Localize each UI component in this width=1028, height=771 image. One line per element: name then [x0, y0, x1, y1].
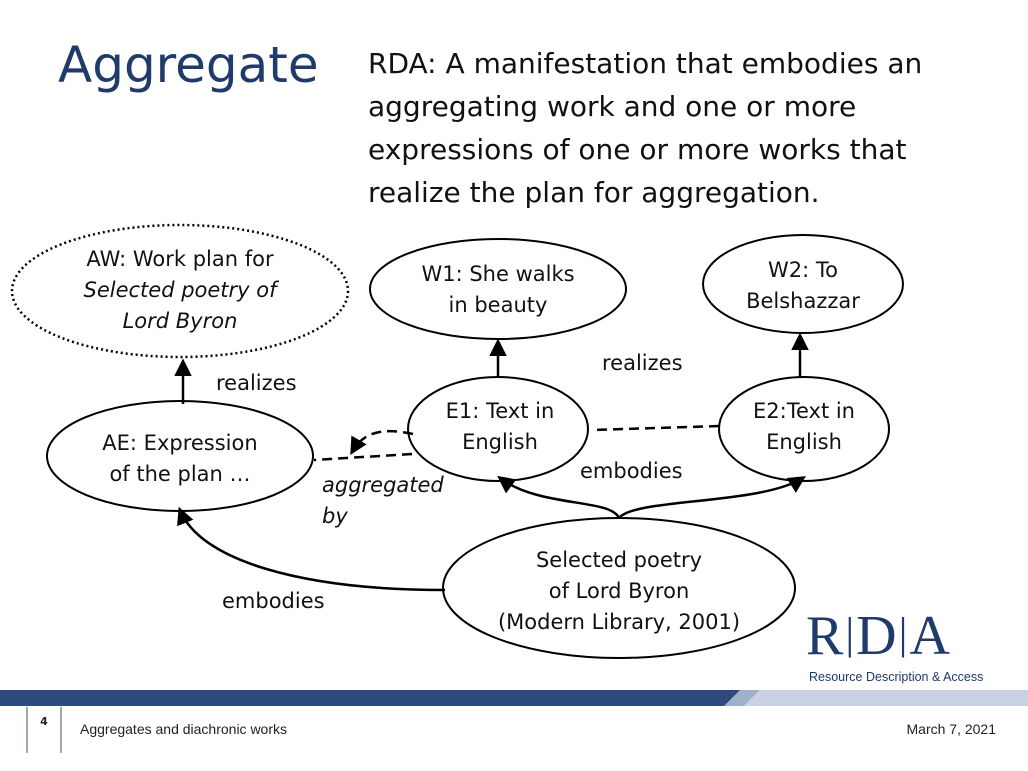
e1-aggregated-by-ae-arrow	[352, 431, 413, 452]
w1-line2: in beauty	[448, 293, 548, 317]
rda-logo-subtitle: Resource Description & Access	[809, 670, 984, 684]
aggregated-by-label	[322, 470, 444, 532]
ae-node	[60, 428, 300, 490]
page-number: 4	[26, 707, 62, 753]
e2-line2: English	[766, 430, 842, 454]
aggregated-by-line1: aggregated	[322, 473, 444, 497]
manifestation-line2: of Lord Byron	[548, 579, 690, 603]
aggregated-by-line2: by	[322, 504, 348, 528]
e1-node	[420, 396, 580, 458]
ae-line1: AE: Expression	[102, 431, 258, 455]
e1-aggregated-by-lower-arrow	[314, 454, 412, 460]
embodies-label-left: embodies	[222, 589, 325, 613]
w1-node	[398, 259, 598, 321]
e2-line1: E2:Text in	[753, 399, 855, 423]
aw-line1: AW: Work plan for	[86, 247, 274, 271]
footer-title: Aggregates and diachronic works	[80, 721, 288, 737]
e2-node	[724, 396, 884, 458]
ae-line2: of the plan …	[109, 462, 251, 486]
w2-line2: Belshazzar	[746, 289, 860, 313]
e2-aggregated-by-arrow	[592, 426, 719, 430]
aw-line3: Lord Byron	[122, 309, 238, 333]
slide-title: Aggregate	[58, 36, 319, 94]
rda-logo	[806, 605, 1006, 690]
manifestation-line3: (Modern Library, 2001)	[497, 610, 741, 634]
aw-node	[40, 244, 320, 337]
w1-line1: W1: She walks	[421, 262, 575, 286]
e1-line1: E1: Text in	[445, 399, 555, 423]
w2-line1: W2: To	[768, 258, 838, 282]
manifestation-node	[479, 545, 759, 638]
rda-definition: RDA: A manifestation that embodies an aggregating work and one or more expressions of one or more works that realize the plan for aggregation.	[368, 47, 923, 209]
footer-date: March 7, 2021	[906, 721, 996, 737]
realizes-label-right: realizes	[602, 351, 683, 375]
e1-line2: English	[462, 430, 538, 454]
w2-node	[713, 255, 893, 317]
rda-logo-letters: R|D|A	[806, 605, 952, 667]
manifestation-line1: Selected poetry	[535, 548, 703, 572]
realizes-label-left: realizes	[216, 371, 297, 395]
embodies-label-right: embodies	[580, 459, 683, 483]
aw-line2: Selected poetry of	[83, 278, 277, 302]
footer-bar	[0, 690, 1028, 706]
